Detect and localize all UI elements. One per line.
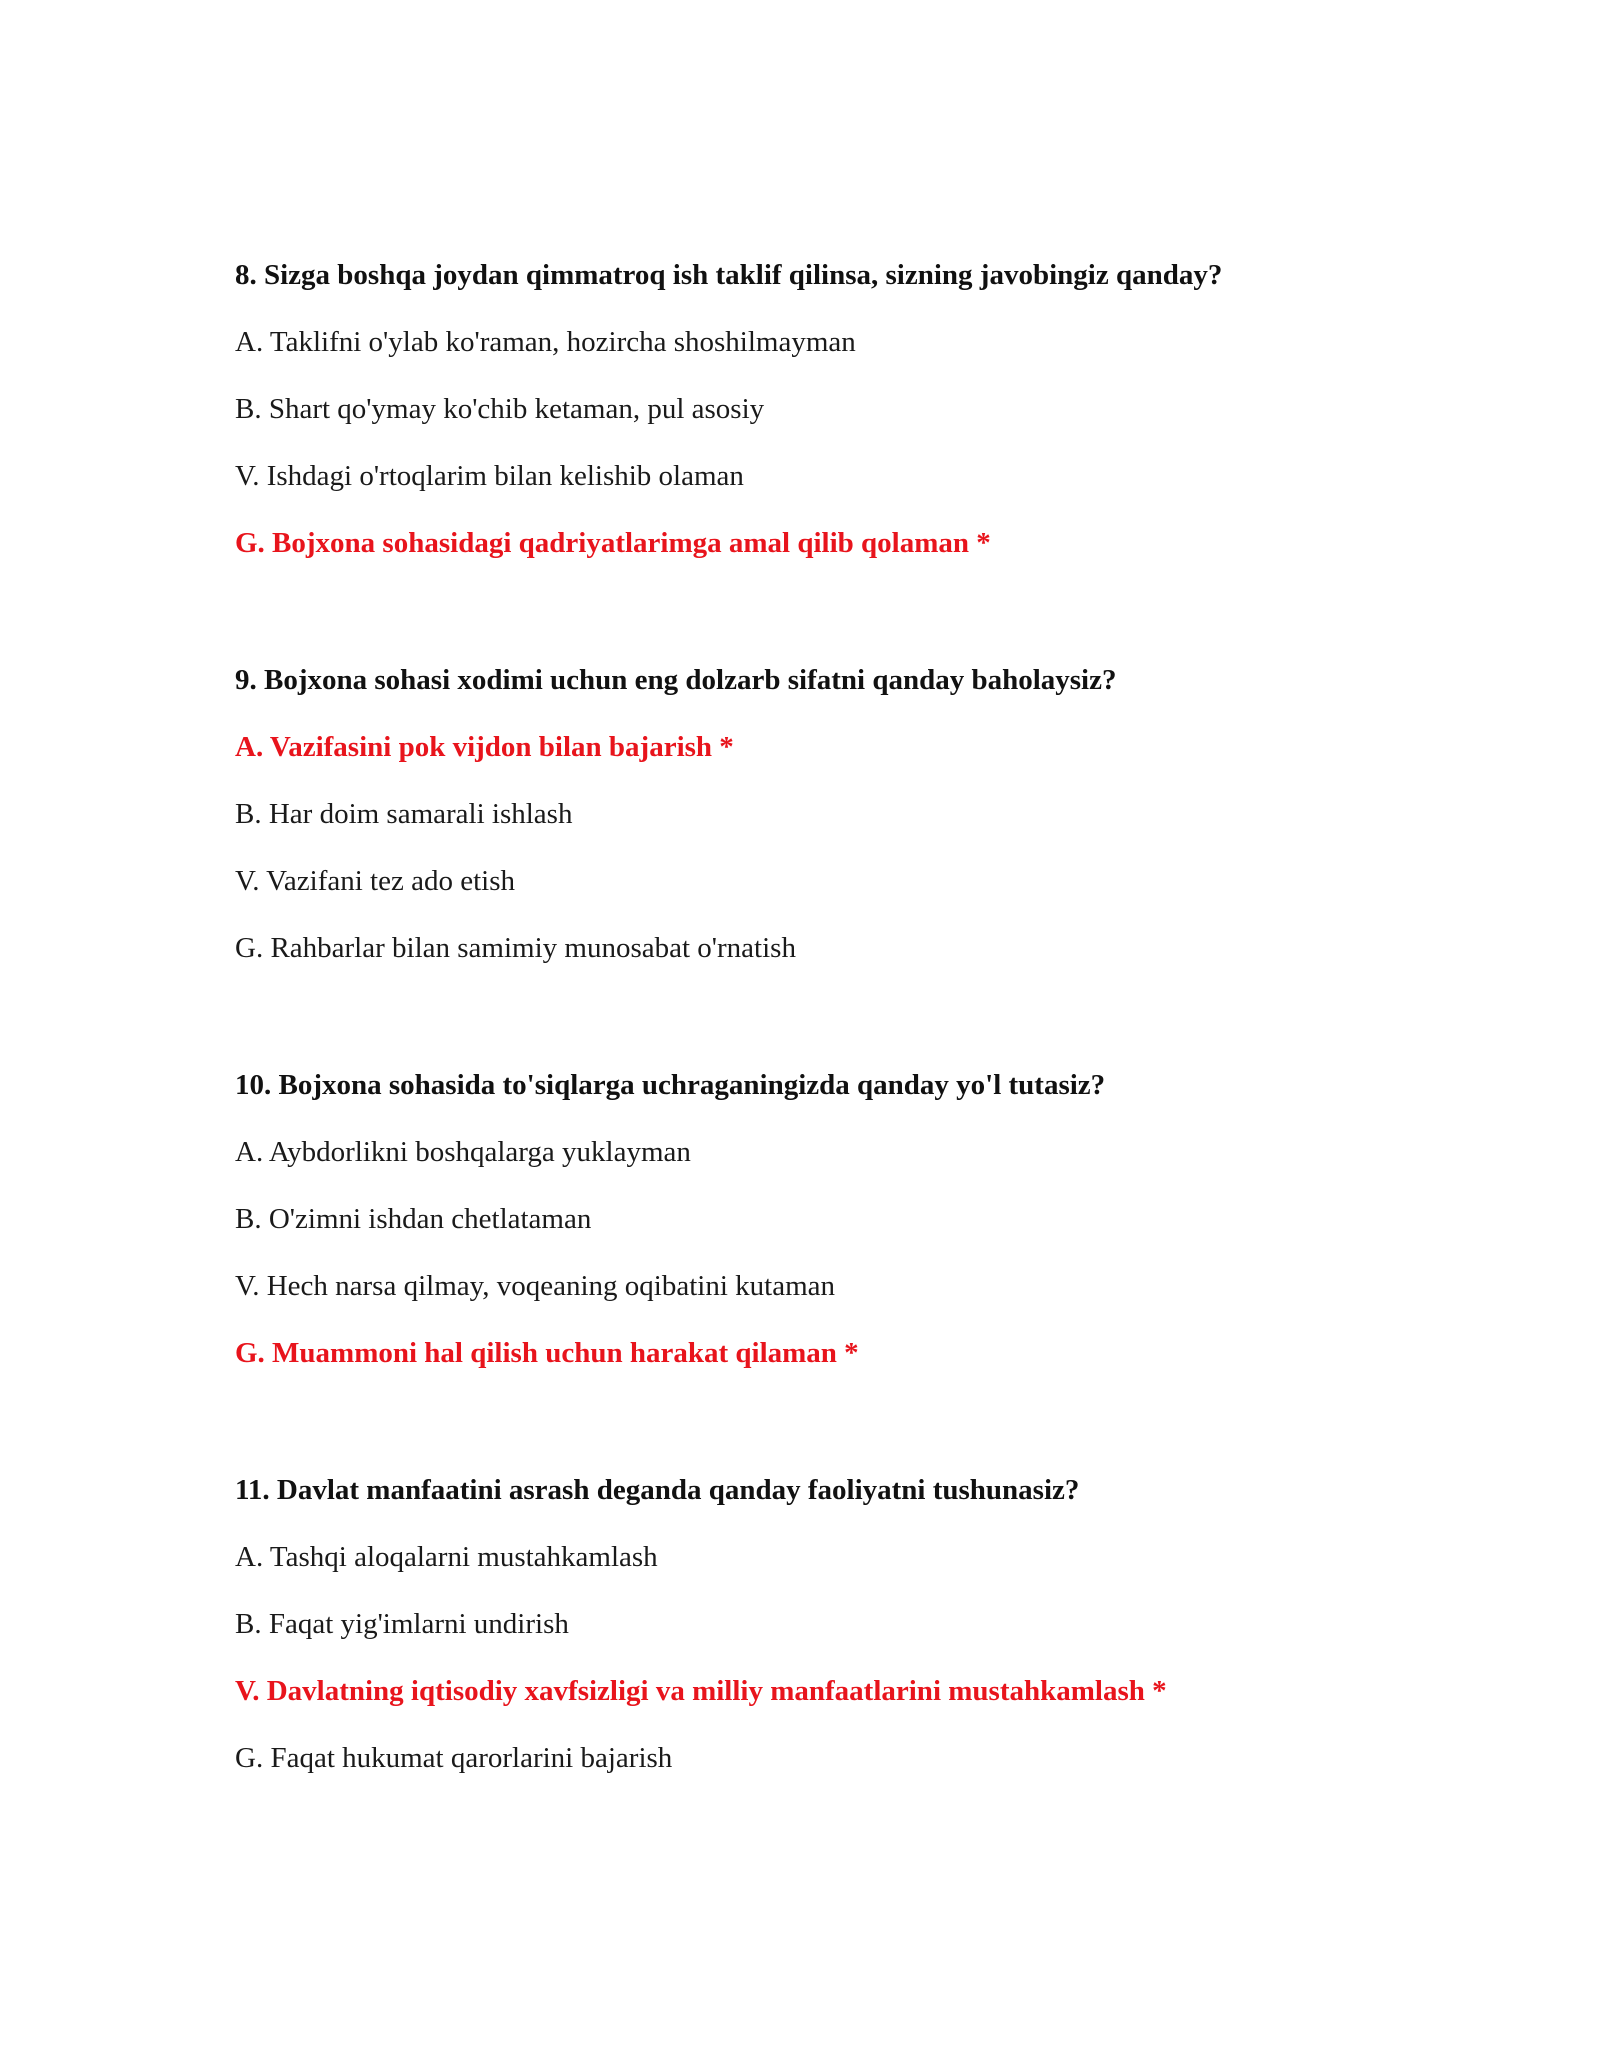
question-10-option-v: V. Hech narsa qilmay, voqeaning oqibatini kutaman (235, 1270, 835, 1302)
question-11-option-g: G. Faqat hukumat qarorlarini bajarish (235, 1742, 673, 1774)
question-8-option-v: V. Ishdagi o'rtoqlarim bilan kelishib olaman (235, 460, 744, 492)
question-8-option-g-correct: G. Bojxona sohasidagi qadriyatlarimga amal qilib qolaman * (235, 527, 991, 559)
question-9-option-g: G. Rahbarlar bilan samimiy munosabat o'rnatish (235, 932, 796, 964)
question-block-8 (235, 255, 1435, 590)
question-block-9 (235, 660, 1435, 995)
question-11-option-b: B. Faqat yig'imlarni undirish (235, 1608, 569, 1640)
question-10-text: 10. Bojxona sohasida to'siqlarga uchraganingizda qanday yo'l tutasiz? (235, 1069, 1106, 1101)
question-block-11 (235, 1470, 1435, 1805)
question-10-option-a: A. Aybdorlikni boshqalarga yuklayman (235, 1136, 691, 1168)
question-9-text: 9. Bojxona sohasi xodimi uchun eng dolzarb sifatni qanday baholaysiz? (235, 664, 1117, 696)
question-9-option-a-correct: A. Vazifasini pok vijdon bilan bajarish * (235, 731, 734, 763)
question-9-option-v: V. Vazifani tez ado etish (235, 865, 515, 897)
question-11-option-v-correct: V. Davlatning iqtisodiy xavfsizligi va milliy manfaatlarini mustahkamlash * (235, 1675, 1167, 1707)
question-11-option-a: A. Tashqi aloqalarni mustahkamlash (235, 1541, 658, 1573)
question-9-option-b: B. Har doim samarali ishlash (235, 798, 573, 830)
question-8-option-b: B. Shart qo'ymay ko'chib ketaman, pul asosiy (235, 393, 765, 425)
question-8-option-a: A. Taklifni o'ylab ko'raman, hozircha shoshilmayman (235, 326, 856, 358)
question-block-10 (235, 1065, 1435, 1400)
question-10-option-g-correct: G. Muammoni hal qilish uchun harakat qilaman * (235, 1337, 859, 1369)
question-10-option-b: B. O'zimni ishdan chetlataman (235, 1203, 592, 1235)
question-8-text: 8. Sizga boshqa joydan qimmatroq ish taklif qilinsa, sizning javobingiz qanday? (235, 259, 1223, 291)
question-11-text: 11. Davlat manfaatini asrash deganda qanday faoliyatni tushunasiz? (235, 1474, 1080, 1506)
